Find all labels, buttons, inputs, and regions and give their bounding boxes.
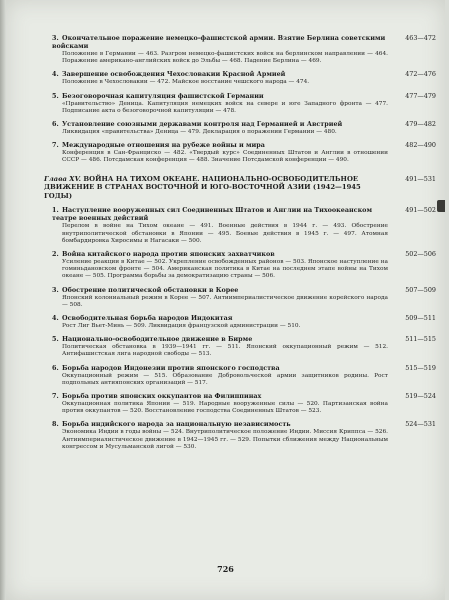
entry-title: Международные отношения на рубеже войны и мира [62, 141, 265, 150]
entry-heading [52, 206, 436, 222]
toc-entry [52, 250, 436, 281]
entry-number: 3. [52, 285, 59, 294]
entry-heading [52, 70, 436, 78]
section-b [52, 206, 436, 451]
entry-number: 1. [52, 206, 59, 215]
entry-body: Усиление реакции в Китае — 502. Укрепление освобожденных районов — 503. Японское наступление на гоминьдановском фронте — 504. Американская политика в Китае на последнем этапе войны на Тихом океане — 505. Программа борьбы за демократизацию страны — 506. [62, 259, 388, 280]
entry-pages: 479—482 [405, 120, 436, 129]
entry-title: Завершение освобождения Чехословакии Красной Армией [62, 70, 286, 79]
entry-body: Ликвидация «правительства» Деница — 479. Декларация о поражении Германии — 480. [62, 129, 337, 136]
entry-heading [52, 420, 436, 428]
entry-body: Японский колониальный режим в Корее — 507. Антиимпериалистическое движение корейского народа — 508. [62, 294, 388, 308]
entry-title: Наступление вооруженных сил Соединенных Штатов и Англии на Тихоокеанском театре военных действий [52, 206, 372, 223]
entry-number: 8. [52, 420, 59, 429]
toc-entry [52, 92, 436, 115]
entry-number: 6. [52, 363, 59, 372]
entry-number: 7. [52, 392, 59, 401]
entry-number: 4. [52, 314, 59, 323]
entry-heading [52, 392, 436, 400]
entry-pages: 482—490 [405, 141, 436, 150]
toc-entry [52, 335, 436, 358]
toc-entry [52, 206, 436, 245]
entry-title: Установление союзными державами контроля над Германией и Австрией [62, 120, 343, 129]
toc-entry [52, 34, 436, 65]
entry-title: Освободительная борьба народов Индокитая [62, 314, 233, 323]
entry-title: Борьба против японских оккупантов на Филиппинах [62, 392, 262, 401]
entry-body: Рост Лиг Вьет-Минь — 509. Ликвидация французской администрации — 510. [62, 323, 301, 330]
entry-pages: 472—476 [405, 70, 436, 79]
entry-title: Национально-освободительное движение в Бирме [62, 335, 253, 344]
chapter-pages: 491—531 [405, 174, 436, 183]
page-marker-tab [437, 200, 445, 212]
entry-number: 5. [52, 335, 59, 344]
entry-pages: 519—524 [405, 392, 436, 401]
entry-number: 3. [52, 34, 59, 42]
entry-body: Оккупационный режим — 515. Образование Добровольческой армии защитников родины. Рост подпольных антияпонских организаций — 517. [62, 372, 388, 386]
toc-entry [52, 141, 436, 164]
entry-title: Безоговорочная капитуляция фашистской Германии [62, 91, 264, 100]
entry-pages: 507—509 [405, 285, 436, 294]
entry-heading [52, 141, 436, 149]
page-number: 726 [217, 564, 234, 574]
entry-number: 7. [52, 141, 59, 150]
entry-body: Экономика Индии в годы войны — 524. Внутриполитическое положение Индии. Миссия Криппса — 526. Антиимпериалистическое движение в 1942—1945 гг. — 529. Попытки сближения между Национальным конгрессом и Мусульманской лигой — 530. [62, 429, 388, 450]
entry-body: «Правительство» Деница. Капитуляция немецких войск на севере и юге Западного фронта — 477. Подписание акта о безоговорочной капитуляции — 478. [62, 100, 388, 114]
entry-body: Положение в Чехословакии — 472. Майское восстание чешского народа — 474. [62, 79, 310, 86]
entry-title: Борьба народов Индонезии против японского господства [62, 363, 280, 372]
entry-pages: 463—472 [405, 34, 436, 42]
entry-body: Политическая обстановка в 1939—1941 гг. — 511. Японский оккупационный режим — 512. Антифашистская лига народной свободы — 513. [62, 344, 388, 358]
entry-number: 6. [52, 120, 59, 129]
chapter-heading [44, 175, 436, 201]
toc-entry [52, 420, 436, 451]
entry-pages: 524—531 [405, 420, 436, 429]
toc-entry [52, 70, 436, 86]
entry-title: Война китайского народа против японских захватчиков [62, 250, 275, 259]
entry-heading [52, 92, 436, 100]
entry-heading [52, 364, 436, 372]
entry-number: 4. [52, 70, 59, 79]
entry-pages: 491—502 [405, 206, 436, 215]
entry-title: Окончательное поражение немецко-фашистской армии. Взятие Берлина советскими войсками [52, 34, 386, 50]
toc-entry [52, 120, 436, 136]
entry-body: Конференция в Сан-Франциско — 482. «Твердый курс» Соединенных Штатов и Англии в отношении СССР — 486. Потсдамская конференция — 488. Значение Потсдамской конференции — 490. [62, 150, 388, 164]
entry-body: Перелом в войне на Тихом океане — 491. Военные действия в 1944 г. — 493. Обострение внутриполитической обстановки в Японии — 495. Боевые действия в 1945 г. — 497. Атомная бомбардировка Хиросимы и Нагасаки — 500. [62, 223, 388, 244]
entry-heading [52, 314, 436, 322]
entry-heading [52, 250, 436, 258]
entry-heading [52, 34, 436, 50]
book-page [6, 0, 445, 600]
entry-title: Обострение политической обстановки в Корее [62, 285, 239, 294]
entry-pages: 477—479 [405, 91, 436, 100]
entry-number: 2. [52, 250, 59, 259]
entry-pages: 502—506 [405, 250, 436, 259]
toc-entry [52, 314, 436, 330]
entry-pages: 515—519 [405, 363, 436, 372]
chapter-label: Глава XV. [44, 174, 82, 183]
entry-heading [52, 120, 436, 128]
section-a [52, 34, 436, 165]
entry-heading [52, 335, 436, 343]
entry-pages: 511—515 [405, 335, 436, 344]
toc-entry [52, 364, 436, 387]
table-of-contents [44, 34, 436, 456]
entry-title: Борьба индийского народа за национальную независимость [62, 420, 291, 429]
entry-body: Положение в Германии — 463. Разгром немецко-фашистских войск на берлинском направлении — 464. Поражение американо-английских войск до Эльбы — 468. Падение Берлина — 469. [62, 51, 388, 65]
entry-pages: 509—511 [405, 314, 436, 323]
chapter-title: ВОЙНА НА ТИХОМ ОКЕАНЕ. НАЦИОНАЛЬНО-ОСВОБОДИТЕЛЬНОЕ ДВИЖЕНИЕ В СТРАНАХ ВОСТОЧНОЙ И ЮГО-ВОСТОЧНОЙ АЗИИ (1942—1945 ГОДЫ) [44, 174, 361, 200]
entry-number: 5. [52, 91, 59, 100]
toc-entry [52, 286, 436, 309]
entry-heading [52, 286, 436, 294]
entry-body: Оккупационная политика Японии — 519. Народные вооруженные силы — 520. Партизанская война против оккупантов — 520. Восстановление господства Соединенных Штатов — 523. [62, 401, 388, 415]
toc-entry [52, 392, 436, 415]
